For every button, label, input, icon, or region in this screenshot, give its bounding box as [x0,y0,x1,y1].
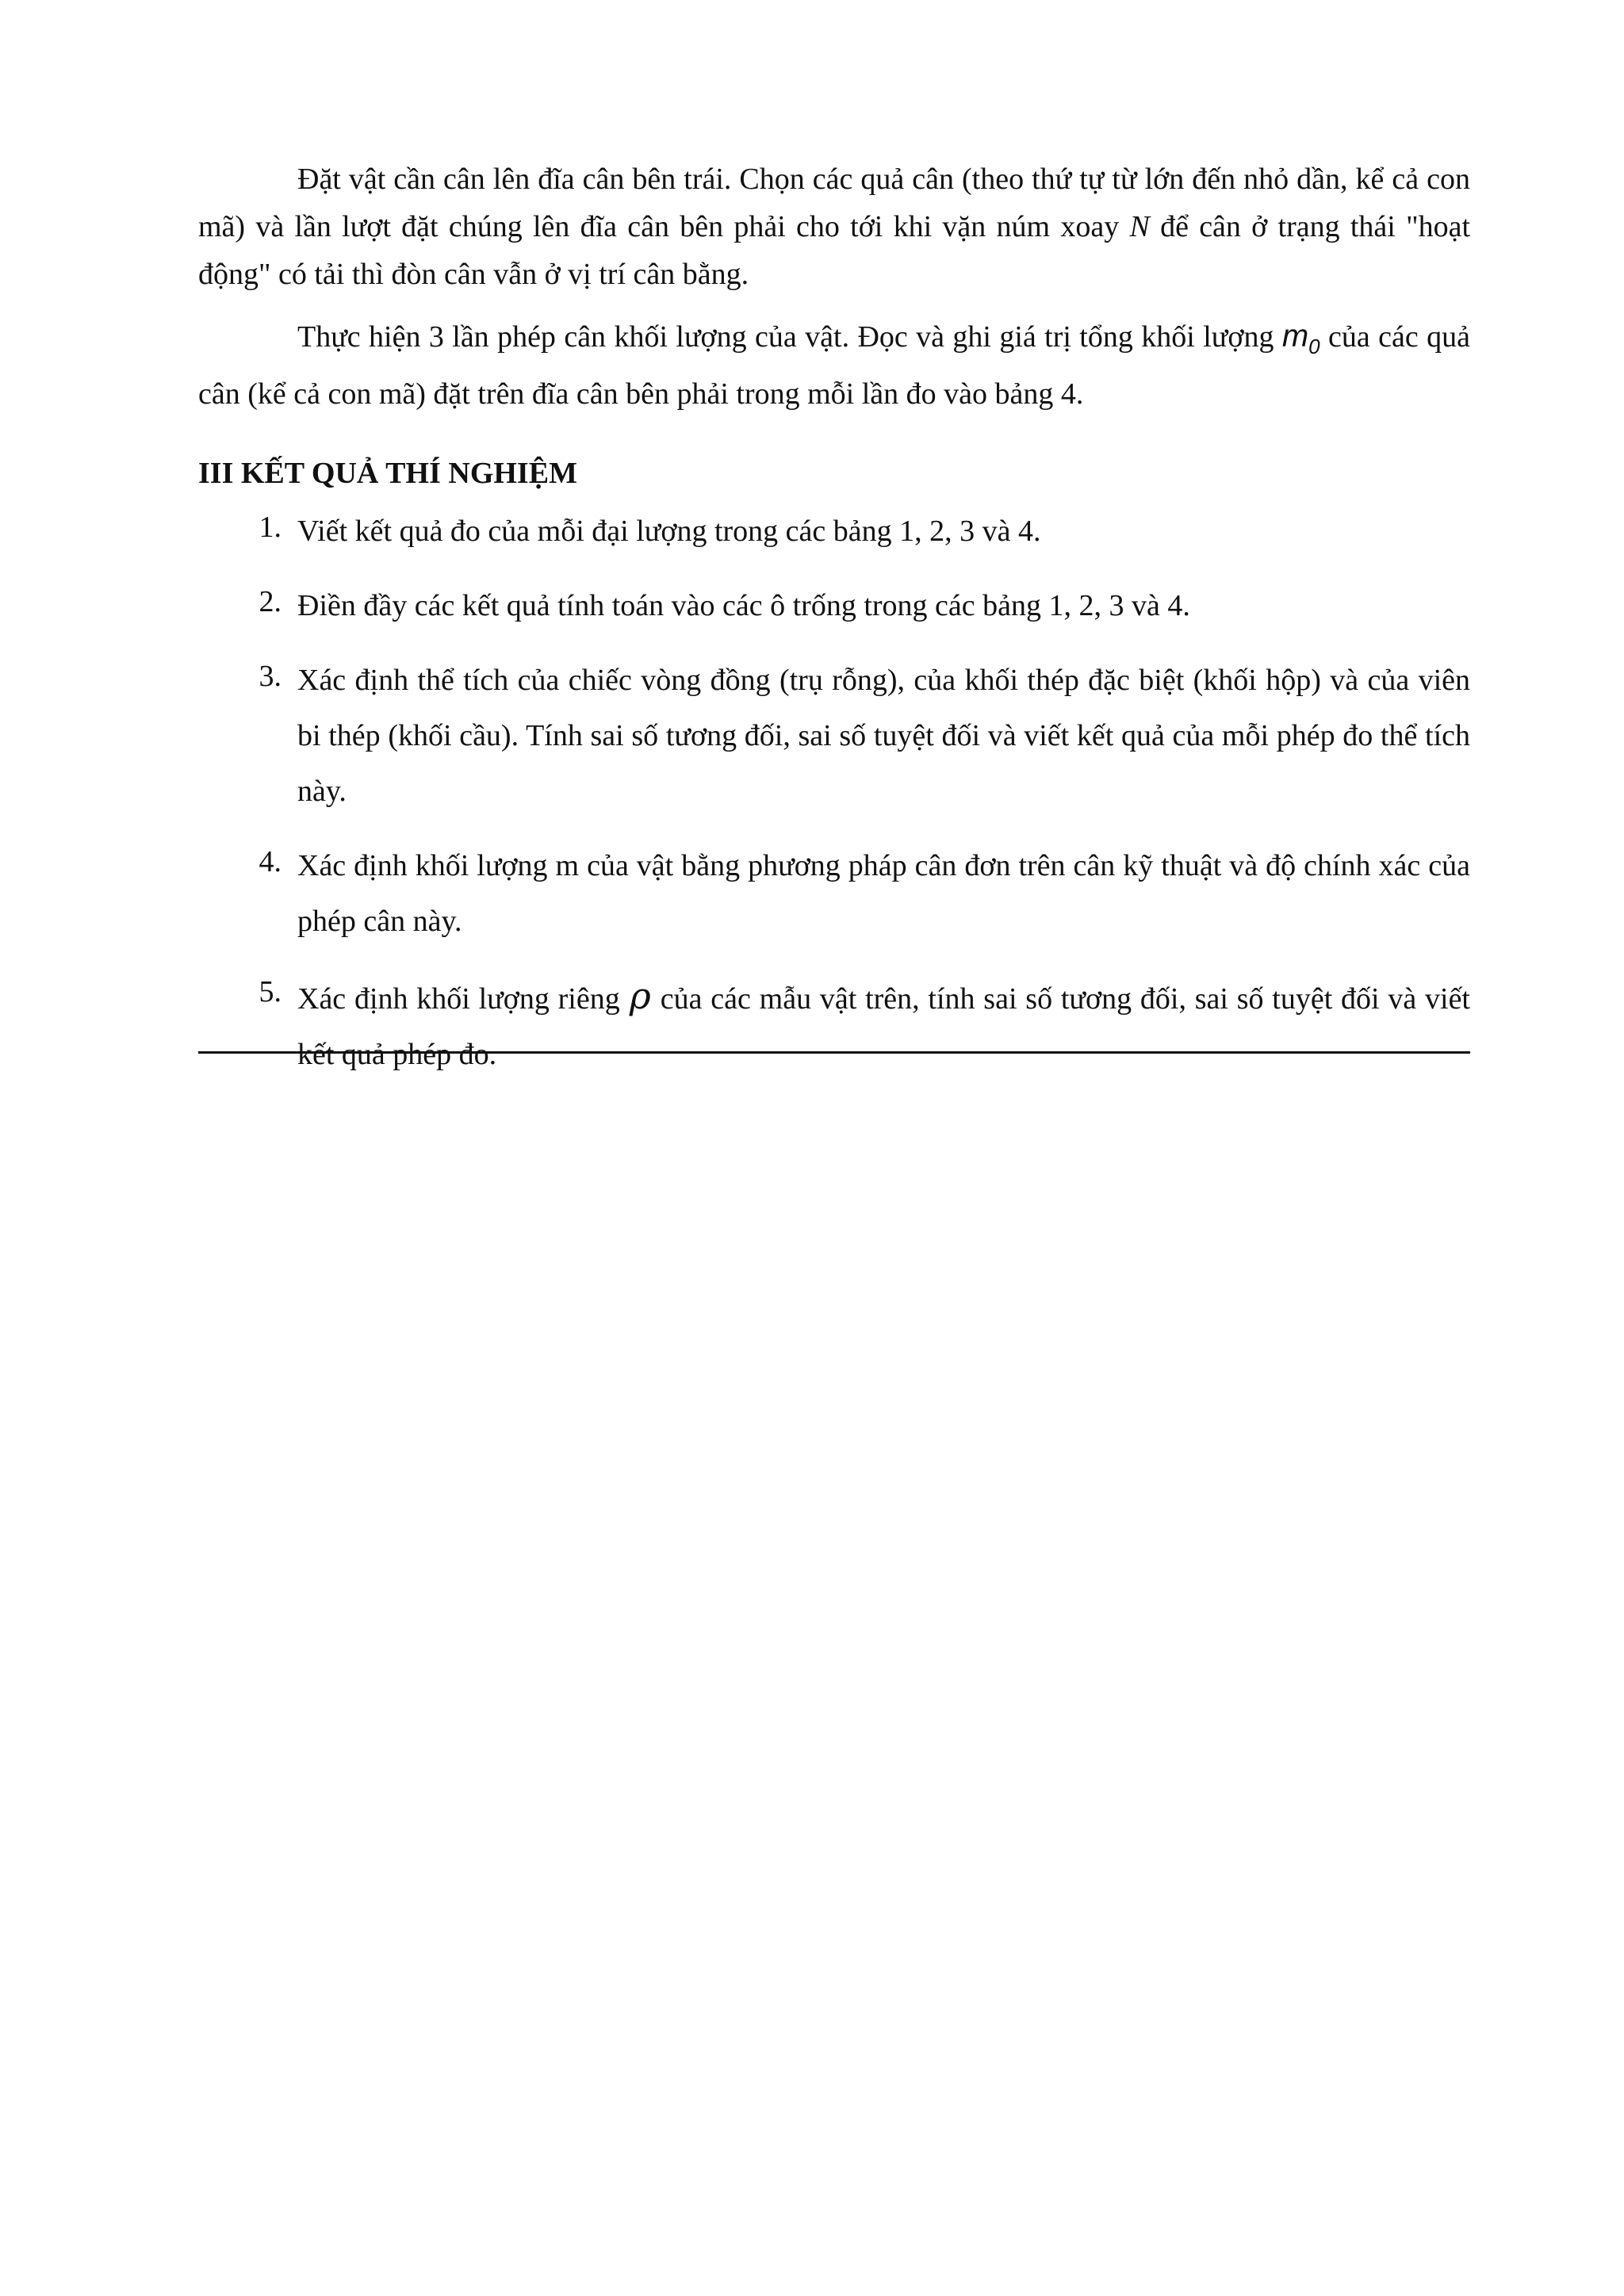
list-item [198,503,1470,559]
list-item [198,968,1470,1082]
results-list [198,503,1470,1082]
list-item-text: Xác định thể tích của chiếc vòng đồng (trụ rỗng), của khối thép đặc biệt (khối hộp) và của viên bi thép (khối cầu). Tính sai số tương đối, sai số tuyệt đối và viết kết quả của mỗi phép đo thể tích này. [297,664,1470,808]
rho-symbol: ρ [629,974,651,1017]
paragraph-text-end: để cân ở trạng thái "hoạt động" có tải thì đòn cân vẫn ở vị trí cân bằng. [198,210,1470,291]
paragraph-text-end: của các quả cân (kể cả con mã) đặt trên đĩa cân bên phải trong mỗi lần đo vào bảng 4. [198,320,1471,411]
list-item-number: 1. [259,511,282,544]
list-item-text-start: Xác định khối lượng riêng [297,982,620,1016]
list-item-text: Viết kết quả đo của mỗi đại lượng trong các bảng 1, 2, 3 và 4. [297,515,1041,548]
list-item-number: 4. [259,845,282,878]
list-item-text: Điền đầy các kết quả tính toán vào các ô trống trong các bảng 1, 2, 3 và 4. [297,589,1190,622]
horizontal-rule [198,1051,1470,1054]
paragraph-weighing-procedure [198,155,1470,298]
variable-m0 [1281,319,1320,358]
paragraph-text: Đặt vật cần cân lên đĩa cân bên trái. Chọn các quả cân (theo thứ tự từ lớn đến nhỏ dần, kể cả con mã) và lần lượt đặt chúng lên đĩa cân bên phải cho tới khi vặn núm xoay [198,163,1470,243]
list-item-text: Xác định khối lượng m của vật bằng phương pháp cân đơn trên cân kỹ thuật và độ chính xác của phép cân này. [297,849,1470,938]
page-content [198,155,1470,1082]
paragraph-repeat-weighing [198,312,1470,418]
list-item [198,652,1470,819]
subscript-zero: 0 [1308,335,1320,358]
list-item [198,838,1470,949]
list-item-number: 3. [259,660,282,693]
variable-m: m [1281,319,1309,354]
list-item-text-end: của các mẫu vật trên, tính sai số tương đối, sai số tuyệt đối và viết kết quả phép đo. [297,982,1470,1071]
list-item-number: 5. [259,975,282,1008]
paragraph-text: Thực hiện 3 lần phép cân khối lượng của vật. Đọc và ghi giá trị tổng khối lượng [297,320,1274,354]
variable-n: N [1129,210,1150,243]
list-item-text [297,968,1470,1082]
section-heading: III KẾT QUẢ THÍ NGHIỆM [198,457,577,490]
list-item [198,578,1470,633]
list-item-number: 2. [259,585,282,618]
